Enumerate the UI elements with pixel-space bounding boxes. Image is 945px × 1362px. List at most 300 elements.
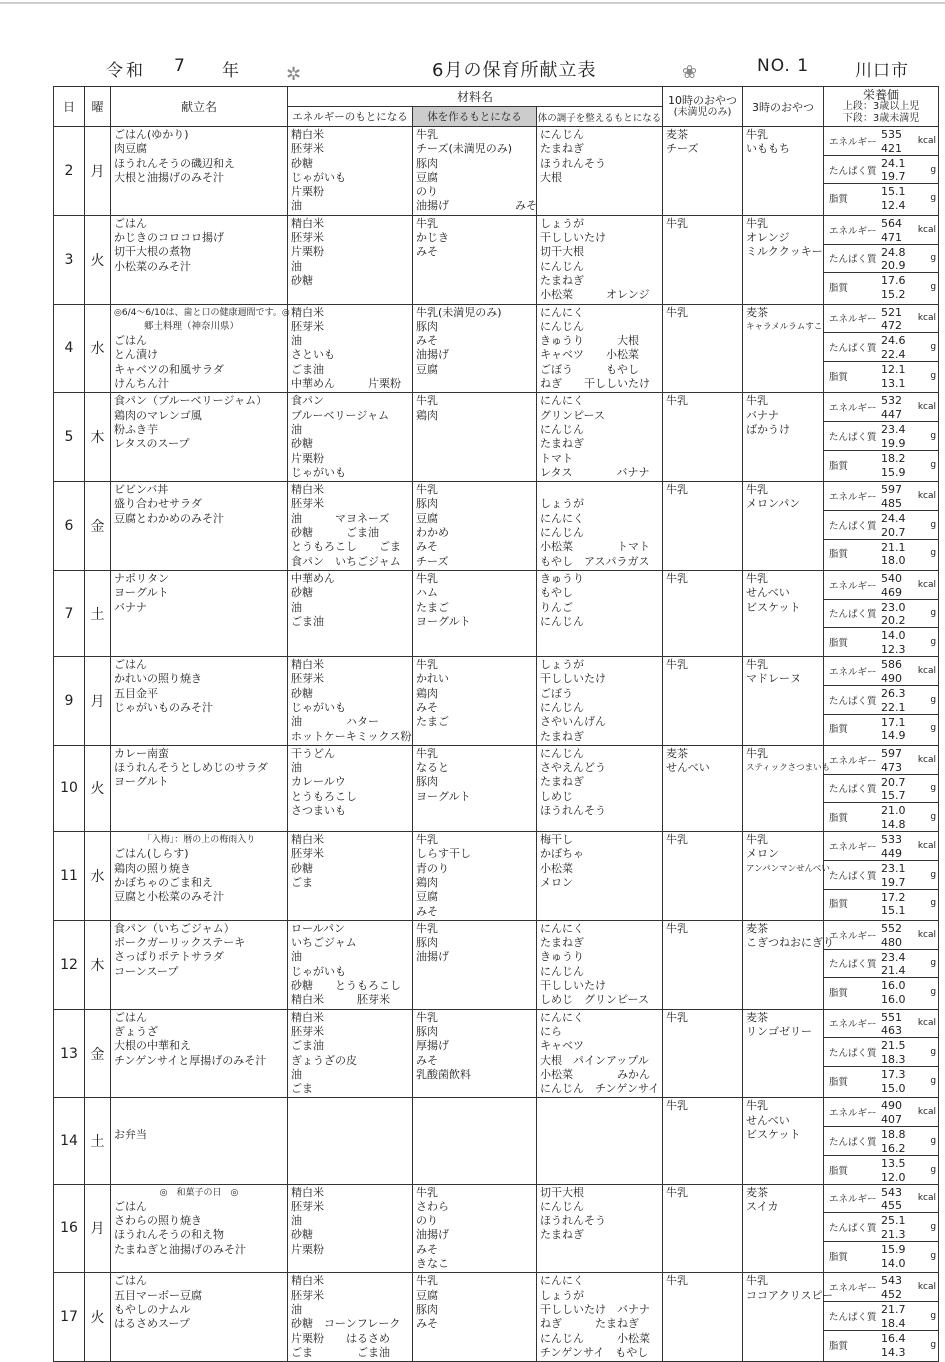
energy-materials <box>288 745 413 831</box>
day-number: 3 <box>54 215 85 304</box>
regulate-material-line: グリンピース <box>540 408 606 422</box>
menu-row <box>54 482 939 571</box>
nutrition-fat-label: 脂質 <box>829 460 849 472</box>
nutrition-values <box>824 1098 939 1184</box>
energy-material-line: 砂糖 コーンフレーク <box>291 1317 401 1331</box>
menu-item-line: ごはん(しらす) <box>114 847 189 861</box>
regulate-material-line: にんじん <box>540 422 584 436</box>
snack-10am <box>663 482 743 571</box>
col-nutrition-upper: 上段：3歳以上児 <box>842 100 920 112</box>
nutrition-energy-unit: kcal <box>917 1193 937 1204</box>
menu-item-line: ヨーグルト <box>114 586 169 600</box>
menu-item-cell <box>111 746 287 791</box>
energy-material-line: 精白米 <box>291 128 324 141</box>
energy-material-line: ぎょうざの皮 <box>291 1053 357 1067</box>
body-material-line: 牛乳(未満児のみ) <box>416 305 502 319</box>
body-material-line: 油揚げ <box>416 348 449 362</box>
regulate-material-line: きゅうり 大根 <box>540 334 639 348</box>
menu-row <box>54 215 939 304</box>
col-energy-source: エネルギーのもとになる <box>288 107 413 127</box>
nutrition-energy-lower: 469 <box>881 585 903 599</box>
body-material-line: 牛乳 <box>416 216 438 230</box>
nutrition-energy-label: エネルギー <box>829 403 877 415</box>
nutrition-energy-upper: 521 <box>881 305 903 319</box>
energy-material-line: とうもろこし <box>291 789 357 803</box>
nutrition-fat-upper: 15.1 <box>881 185 906 199</box>
menu-row <box>54 1098 939 1184</box>
regulate-material-line: 干ししいたけ <box>540 231 606 245</box>
snack-3pm <box>743 1273 834 1362</box>
nutrition-fat-row <box>824 362 938 390</box>
nutrition-energy-unit: kcal <box>917 1107 937 1118</box>
energy-materials <box>288 127 413 216</box>
nutrition-fat-unit: g <box>930 812 937 823</box>
body-material-line: 豆腐 <box>416 170 438 184</box>
nutrition-energy-upper: 543 <box>881 1274 903 1288</box>
snack3-item-line: いももち <box>746 142 791 156</box>
body-material-line: 牛乳 <box>416 1274 438 1288</box>
energy-materials <box>288 1009 413 1098</box>
nutrition-protein-unit: g <box>930 694 937 705</box>
snack-10am <box>663 393 743 482</box>
body-material-line: 牛乳 <box>416 483 438 497</box>
regulate-material-line: しょうが <box>540 216 584 230</box>
energy-material-line: 片栗粉 <box>291 245 324 259</box>
regulate-material-line: にんじん <box>540 614 584 628</box>
menu-item-line: ごはん <box>114 1274 147 1288</box>
nutrition-energy-unit: kcal <box>917 1018 937 1029</box>
snack3-item-line: キャラメルラムすこ <box>746 321 823 332</box>
body-material-cell <box>413 1010 536 1083</box>
energy-material-line: じゃがいも <box>291 700 346 714</box>
nutrition-fat-unit: g <box>930 637 937 648</box>
snack10-item-cell <box>663 746 742 777</box>
col-snack3: 3時のおやつ <box>743 87 824 127</box>
snack3-item-cell <box>743 216 823 261</box>
nutrition-protein-upper: 26.3 <box>881 686 906 700</box>
body-material-line: 青のり <box>416 861 449 875</box>
energy-material-line: 片栗粉 はるさめ <box>291 1331 390 1345</box>
energy-material-line: ごま油 <box>291 614 324 628</box>
nutrition-protein-row <box>824 511 938 540</box>
snack3-item-line: 牛乳 <box>746 1099 769 1113</box>
energy-materials <box>288 920 413 1009</box>
energy-materials <box>288 393 413 482</box>
body-materials <box>413 832 537 921</box>
snack3-item-cell <box>743 571 823 616</box>
snack10-item-cell <box>663 832 742 848</box>
day-number: 11 <box>54 832 85 921</box>
menu-item-cell <box>111 1273 287 1332</box>
menu-names <box>111 570 288 656</box>
energy-material-line: 油 <box>291 1067 302 1081</box>
nutrition-values <box>824 304 939 393</box>
nutrition-protein-row <box>824 1127 938 1156</box>
nutrition-fat-lower: 14.3 <box>881 1345 906 1359</box>
nutrition-protein-lower: 21.4 <box>881 964 906 978</box>
menu-names <box>111 920 288 1009</box>
menu-item-line: たまねぎと油揚げのみそ汁 <box>114 1242 246 1256</box>
body-material-cell <box>413 305 536 378</box>
nutrition-protein-lower: 18.4 <box>881 1316 906 1330</box>
nutrition-fat-row <box>824 890 938 918</box>
menu-names <box>111 1098 288 1184</box>
snack-10am <box>663 832 743 921</box>
energy-material-line: 油 <box>291 1302 302 1316</box>
snack3-item-line: スイカ <box>746 1199 779 1213</box>
nutrition-energy-row <box>824 746 938 775</box>
nutrition-fat-unit: g <box>930 370 937 381</box>
energy-material-line: 胚芽米 <box>291 1199 324 1213</box>
menu-item-line: 大根の中華和え <box>114 1039 191 1053</box>
regulate-materials <box>537 127 663 216</box>
snack10-item-line: 牛乳 <box>666 394 689 408</box>
nutrition-values <box>824 1009 939 1098</box>
weekday: 土 <box>85 570 111 656</box>
snack3-item-line: 牛乳 <box>746 1274 769 1288</box>
snack3-item-cell <box>743 393 823 438</box>
body-material-line: 油揚げ みそ <box>416 199 537 213</box>
nutrition-fat-upper: 15.9 <box>881 1243 906 1257</box>
regulate-materials <box>537 1098 663 1184</box>
menu-row <box>54 1184 939 1273</box>
nutrition-energy-lower: 480 <box>881 935 903 949</box>
regulate-material-line: しょうが <box>540 497 584 511</box>
nutrition-energy-lower: 421 <box>881 141 903 155</box>
energy-material-line: 片栗粉 <box>291 185 324 199</box>
nutrition-fat-lower: 14.9 <box>881 729 906 743</box>
nutrition-energy-unit: kcal <box>917 313 937 324</box>
energy-material-line: ブルーベリージャム <box>291 408 390 422</box>
menu-row <box>54 745 939 831</box>
nutrition-protein-unit: g <box>930 869 937 880</box>
nutrition-protein-unit: g <box>930 1222 937 1233</box>
document-number: NO. 1 <box>757 56 810 76</box>
nutrition-protein-lower: 19.7 <box>881 875 906 889</box>
regulate-material-cell <box>537 746 662 819</box>
regulate-material-line: きゅうり <box>540 571 584 585</box>
energy-material-line: 食パン いちごジャム <box>291 554 401 568</box>
nutrition-fat-label: 脂質 <box>829 1251 849 1263</box>
day-number: 9 <box>54 657 85 746</box>
regulate-material-line: にんじん <box>540 259 584 273</box>
body-material-line: 鶏肉 <box>416 408 438 422</box>
nutrition-fat-upper: 17.6 <box>881 274 906 288</box>
nutrition-energy-lower: 447 <box>881 408 903 422</box>
regulate-material-line: ほうれんそう <box>540 804 606 818</box>
nutrition-protein-unit: g <box>930 430 937 441</box>
era-label: 令和 <box>106 61 146 81</box>
energy-materials <box>288 482 413 571</box>
nutrition-fat-row <box>824 451 938 479</box>
energy-material-line: 砂糖 <box>291 586 313 600</box>
energy-material-line: 砂糖 とうもろこし <box>291 979 401 993</box>
regulate-material-line: しめじ <box>540 789 573 803</box>
regulate-material-line: たまねぎ <box>540 142 584 156</box>
nutrition-protein-label: たんぱく質 <box>829 1048 877 1060</box>
snack10-item-cell <box>663 1098 742 1114</box>
nutrition-protein-row <box>824 1213 938 1242</box>
page-title: 6月の保育所献立表 <box>432 60 597 81</box>
energy-material-line: 片栗粉 <box>291 451 324 465</box>
energy-material-line: 片栗粉 <box>291 1242 324 1256</box>
nutrition-fat-unit: g <box>930 898 937 909</box>
body-material-line: 牛乳 <box>416 571 438 585</box>
energy-material-line: 油 <box>291 761 302 775</box>
body-material-line: 豆腐 <box>416 511 438 525</box>
nutrition-energy-label: エネルギー <box>829 491 877 503</box>
menu-names <box>111 745 288 831</box>
regulate-materials <box>537 657 663 746</box>
day-number: 5 <box>54 393 85 482</box>
body-material-line: 油揚げ <box>416 950 449 964</box>
snack3-item-line: マドレーヌ <box>746 672 802 686</box>
snack3-item-line: 麦茶 <box>746 1185 769 1199</box>
snack-10am <box>663 657 743 746</box>
energy-material-line: 油 <box>291 1214 302 1228</box>
snack-10am <box>663 1098 743 1184</box>
snack10-item-line: 麦茶 <box>666 746 689 760</box>
menu-item-line: 粉ふき芋 <box>114 422 158 436</box>
nutrition-protein-row <box>824 1038 938 1067</box>
nutrition-energy-row <box>824 127 938 156</box>
regulate-material-line: 干ししいたけ <box>540 979 606 993</box>
nutrition-fat-unit: g <box>930 1250 937 1261</box>
menu-item-line: ◎6/4～6/10は、歯と口の健康週間です。◎ <box>114 307 290 318</box>
nutrition-protein-row <box>824 775 938 804</box>
regulate-material-line: ねぎ 干ししいたけ <box>540 377 650 391</box>
energy-material-line: さといも <box>291 348 335 362</box>
menu-item-line: 食パン（いちごジャム） <box>114 921 235 935</box>
nutrition-energy-unit: kcal <box>917 579 937 590</box>
nutrition-values <box>824 920 939 1009</box>
menu-item-cell <box>111 1010 287 1069</box>
body-material-line: 豚肉 <box>416 936 438 950</box>
day-number: 13 <box>54 1009 85 1098</box>
nutrition-energy-unit: kcal <box>917 402 937 413</box>
body-material-line: なると <box>416 761 449 775</box>
weekday: 木 <box>85 920 111 1009</box>
body-material-line: さわら <box>416 1199 449 1213</box>
energy-material-line: 油 <box>291 950 302 964</box>
energy-material-cell <box>288 1098 412 1100</box>
menu-item-line: とん漬け <box>114 348 158 362</box>
regulate-material-cell <box>537 832 662 891</box>
energy-material-line: 胚芽米 <box>291 672 324 686</box>
snack-10am <box>663 1009 743 1098</box>
menu-item-line: ぎょうざ <box>114 1024 158 1038</box>
energy-material-line: 胚芽米 <box>291 231 324 245</box>
nutrition-values <box>824 832 939 921</box>
regulate-material-line: にんじん 小松菜 <box>540 1331 650 1345</box>
city-name: 川口市 <box>855 61 909 81</box>
energy-materials <box>288 832 413 921</box>
nutrition-fat-lower: 12.4 <box>881 199 906 213</box>
energy-material-cell <box>288 832 412 891</box>
nutrition-fat-row <box>824 273 938 301</box>
menu-item-cell <box>111 1185 287 1258</box>
day-number: 7 <box>54 570 85 656</box>
energy-material-line: じゃがいも <box>291 465 346 479</box>
snack-3pm <box>743 832 830 921</box>
menu-row <box>54 832 939 921</box>
nutrition-fat-unit: g <box>930 282 937 293</box>
menu-item-line: 鶏肉の照り焼き <box>114 861 191 875</box>
nutrition-fat-row <box>824 978 938 1006</box>
nutrition-values <box>824 215 939 304</box>
energy-material-line: いちごジャム <box>291 936 357 950</box>
nutrition-fat-lower: 18.0 <box>881 554 906 568</box>
nutrition-protein-label: たんぱく質 <box>829 431 877 443</box>
snack-3pm <box>743 1184 824 1273</box>
nutrition-energy-row <box>824 216 938 245</box>
menu-row <box>54 1009 939 1098</box>
snack-3pm <box>743 920 835 1009</box>
nutrition-fat-label: 脂質 <box>829 813 849 825</box>
snack10-item-line: 牛乳 <box>666 921 689 935</box>
nutrition-protein-upper: 23.4 <box>881 950 906 964</box>
weekday: 月 <box>85 1184 111 1273</box>
energy-material-cell <box>288 305 412 393</box>
col-day: 日 <box>54 87 85 127</box>
regulate-material-line: ほうれんそう <box>540 156 606 170</box>
nutrition-fat-row <box>824 1156 938 1184</box>
energy-material-line: 砂糖 <box>291 273 313 287</box>
nutrition-energy-row <box>824 657 938 686</box>
decorative-sparkle-icon: ✲ <box>286 64 302 85</box>
weekday: 水 <box>85 832 111 921</box>
snack3-item-line: 牛乳 <box>746 483 769 497</box>
nutrition-fat-lower: 15.2 <box>881 287 906 301</box>
regulate-material-line: にんにく <box>540 1010 584 1024</box>
nutrition-fat-unit: g <box>930 1164 937 1175</box>
snack3-item-cell <box>743 305 823 336</box>
body-material-cell <box>413 832 536 920</box>
menu-item-line: ごはん <box>114 1199 147 1213</box>
weekday: 月 <box>85 127 111 216</box>
snack10-item-line: 麦茶 <box>666 128 689 141</box>
regulate-material-line: たまねぎ <box>540 437 584 451</box>
nutrition-protein-label: たんぱく質 <box>829 254 877 266</box>
energy-material-line: ごま油 <box>291 1039 324 1053</box>
nutrition-fat-lower: 12.0 <box>881 1170 906 1184</box>
menu-item-line: かれいの照り焼き <box>114 672 202 686</box>
regulate-material-line: 小松菜 トマト <box>540 540 650 554</box>
energy-material-line: 胚芽米 <box>291 142 324 156</box>
year-number: 7 <box>174 56 186 76</box>
regulate-material-line: 切干大根 <box>540 245 584 259</box>
menu-item-line: 五目金平 <box>114 686 158 700</box>
menu-names <box>111 482 288 571</box>
nutrition-values <box>824 745 939 831</box>
nutrition-energy-upper: 597 <box>881 483 903 497</box>
body-materials <box>413 1273 537 1362</box>
nutrition-protein-upper: 21.5 <box>881 1039 906 1053</box>
menu-row <box>54 127 939 216</box>
nutrition-protein-lower: 16.2 <box>881 1141 906 1155</box>
regulate-material-line: たまねぎ <box>540 729 584 743</box>
energy-material-cell <box>288 127 412 215</box>
menu-item-line: 豆腐とわかめのみそ汁 <box>114 511 224 525</box>
nutrition-energy-upper: 535 <box>881 128 903 141</box>
snack3-item-line: ビスケット <box>746 600 801 614</box>
regulate-material-line: 大根 <box>540 170 562 184</box>
nutrition-values <box>824 127 939 216</box>
body-material-line: 牛乳 <box>416 833 438 847</box>
nutrition-fat-label: 脂質 <box>829 371 849 383</box>
menu-item-line: コーンスープ <box>114 964 179 978</box>
regulate-material-line: さやいんげん <box>540 715 606 729</box>
menu-item-line: はるさめスープ <box>114 1317 190 1331</box>
nutrition-values <box>824 1273 939 1362</box>
snack10-item-line: 牛乳 <box>666 1185 689 1199</box>
menu-item-cell <box>111 1098 287 1143</box>
regulate-material-line: 小松菜 <box>540 861 573 875</box>
nutrition-fat-lower: 12.3 <box>881 643 906 657</box>
body-material-line: みそ <box>416 334 438 348</box>
menu-names <box>111 832 288 921</box>
menu-item-line <box>114 1114 284 1128</box>
energy-material-line: ごま <box>291 1082 313 1096</box>
body-material-line: 鶏肉 <box>416 686 438 700</box>
regulate-material-cell <box>537 393 662 481</box>
menu-item-line: お弁当 <box>114 1128 147 1141</box>
menu-item-line <box>114 1099 284 1113</box>
snack10-item-cell <box>663 482 742 498</box>
energy-material-line: 精白米 <box>291 483 324 497</box>
nutrition-fat-upper: 21.0 <box>881 804 906 818</box>
energy-material-line: 精白米 胚芽米 <box>291 993 390 1007</box>
nutrition-protein-label: たんぱく質 <box>829 1223 877 1235</box>
nutrition-protein-label: たんぱく質 <box>829 609 877 621</box>
snack-10am <box>663 570 743 656</box>
regulate-material-line <box>540 483 659 497</box>
regulate-material-line: もやし アスパラガス <box>540 554 650 568</box>
snack3-item-line: メロンパン <box>746 497 801 511</box>
nutrition-energy-label: エネルギー <box>829 841 877 853</box>
nutrition-fat-unit: g <box>930 1339 937 1350</box>
year-suffix: 年 <box>222 61 240 81</box>
nutrition-values <box>824 482 939 571</box>
body-materials <box>413 304 537 393</box>
nutrition-energy-lower: 473 <box>881 760 903 774</box>
regulate-materials <box>537 1184 663 1273</box>
regulate-material-line: にんにく <box>540 921 584 935</box>
weekday: 火 <box>85 745 111 831</box>
nutrition-protein-row <box>824 333 938 362</box>
nutrition-energy-unit: kcal <box>917 929 937 940</box>
body-material-line: かじき <box>416 231 449 245</box>
col-nutrition <box>824 87 939 127</box>
regulate-material-line: 小松菜 オレンジ <box>540 288 650 302</box>
energy-material-line: 油 <box>291 422 302 436</box>
nutrition-protein-row <box>824 1302 938 1331</box>
menu-item-line: ポークガーリックステーキ <box>114 936 246 950</box>
body-material-line: 豚肉 <box>416 1302 438 1316</box>
menu-names <box>111 304 288 393</box>
nutrition-energy-label: エネルギー <box>829 1108 877 1120</box>
nutrition-fat-row <box>824 184 938 212</box>
regulate-material-line: メロン <box>540 875 573 889</box>
weekday: 火 <box>85 215 111 304</box>
energy-materials <box>288 304 413 393</box>
menu-item-cell <box>111 921 287 980</box>
nutrition-energy-upper: 597 <box>881 746 903 760</box>
nutrition-protein-row <box>824 861 938 890</box>
snack10-item-line: チーズ <box>666 142 699 156</box>
nutrition-energy-row <box>824 832 938 861</box>
nutrition-protein-row <box>824 600 938 629</box>
